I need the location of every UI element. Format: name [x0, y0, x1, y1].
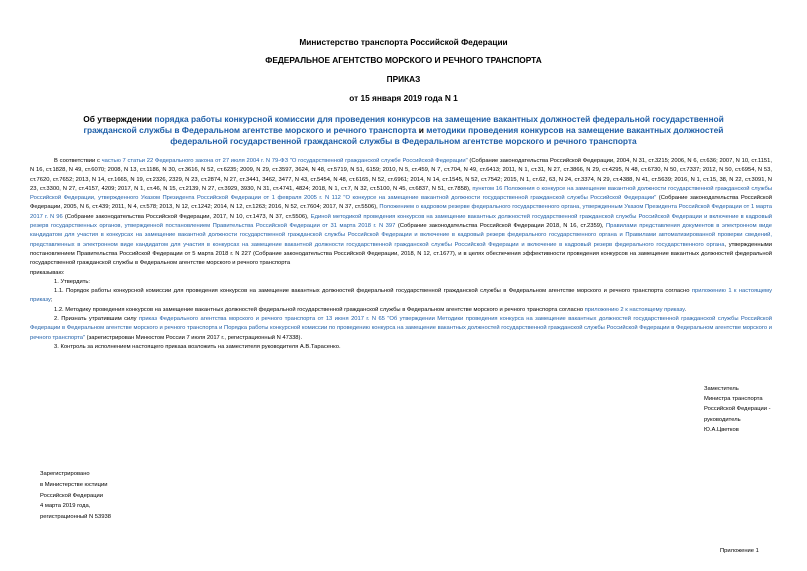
link-rules-documents[interactable]: Правилами представления документов в электронном виде кандидатом для участия в конкурсах на замещение вакантной должности государственной гражданской службы Российской Федерации и включение в кадровый резерв федерального государственного органа и Правилами автоматизированной проверки сведений, представленных в электронном виде кандидатом для участия в конкурсах на замещение вакантной должности государственной гражданской службы Российской Федерации и включение в кадровый резерв федерального государственного органа — [30, 223, 772, 248]
preamble-text: (Собрание законодательства Российской Федерации, 2005, N 6, ст.439; 2011, N 4, ст.578; 2013, N 12, ст.1242; 2014, N 12, ст.1263; 2016, N 52, ст.7604; 2017, N 37, ст.5506), — [30, 195, 772, 211]
signature-line: Заместитель — [704, 386, 739, 392]
registration-line: Российской Федерации — [40, 492, 104, 499]
ministry-name: Министерство транспорта Российской Федерации — [299, 37, 508, 47]
signature-line: Министра транспорта — [704, 396, 763, 403]
item-text: (зарегистрирован Минюстом России 7 июля 2017 г., регистрационный N 47338). — [85, 334, 303, 341]
item-text: 1.2. Методику проведения конкурсов на замещение вакантных должностей федеральной государственной гражданской службы в Федеральном агентстве морского и речного транспорта согласно — [54, 306, 585, 313]
preamble-text: (Собрание законодательства Российской Федерации, 2018, N 12, ст.1677), и в целях обеспечения эффективности проведения конкурсов на замещение вакантных должностей федеральной государственной гражданской службы в Федеральном агентстве морского и речного транспорта — [30, 250, 772, 267]
title-prefix: Об утверждении — [83, 114, 155, 124]
registration-date: 4 марта 2019 года, — [40, 503, 91, 510]
item-3: 3. Контроль за исполнением настоящего приказа возложить на заместителя руководителя А.В.Тарасенко. — [54, 343, 341, 350]
link-regulation-reserve[interactable]: Положением о кадровом резерве федерального государственного органа, утвержденным Указом Президента Российской Федерации от 1 марта 2017 г. N 96 — [30, 204, 772, 220]
item-text: ; — [50, 297, 53, 304]
agency-name: ФЕДЕРАЛЬНОЕ АГЕНТСТВО МОРСКОГО И РЕЧНОГО ТРАНСПОРТА — [265, 55, 542, 65]
signature-line: руководитель — [704, 416, 741, 423]
title-link-methodology[interactable]: методики проведения конкурсов на замещение вакантных должностей федеральной государственной гражданской службы в Федеральном агентстве морского и речного транспорта — [170, 125, 724, 147]
registration-block — [40, 469, 200, 523]
signature-line: Российской Федерации - — [704, 406, 771, 413]
link-regulation-competition[interactable]: пунктом 16 Положения о конкурсе на замещение вакантной должности государственной гражданской службы Российской Федерации, утвержденного Указом Президента Российской Федерации от 1 февраля 2005 г. N 112 "О конкурсе на замещение вакантной должности государственной гражданской службы Российской Федерации" — [30, 185, 772, 202]
link-appendix-2[interactable]: приложению 2 к настоящему приказу — [584, 306, 685, 313]
item-text: . — [684, 306, 687, 313]
preamble-text: (Собрание законодательства Российской Федерации 2018, N 16, ст.2359), — [395, 223, 606, 230]
registration-line: в Министерстве юстиции — [40, 481, 108, 488]
item-1-2 — [30, 306, 772, 315]
preamble-text: (Собрание законодательства Российской Федерации, 2004, N 31, ст.3215; 2006, N 6, ст.636; 2007, N 10, ст.1151, N 16, ст.1828, N 49, ст.6070; 2008, N 13, ст.1186, N 30, ст.3616, N 52, ст.6235; 2009, N 29, ст.3597, 3624, N 48, ст.5719, N 51, 6159; 2010, N 5, ст.459, N 7, ст.704, N 49, ст.6413; 2011, N 1, ст.31, N 27, ст.3866, N 29, ст.4295, N 48, ст.6730, N 50, ст.7337; 2012, N 50, ст.6954, N 53, ст.7620, ст.7652; 2013, N 14, ст.1665, N 19, ст.2326, 2329, N 23, ст.2874, N 27, ст.3441, 3462, 3477, N 43, ст.5454, N 48, ст.6165, N 52, ст.6961; 2014, N 14, ст.1545, N 52, ст.7542; 2015, N 1, ст.62, 63, N 24, ст.3374, N 29, ст.4388, N 41, ст.5639; 2016, N 1, ст.15, 38, N 22, ст.3091, N 23, ст.3300, N 27, ст.4157, 4209; 2017, N 1, ст.46, N 15, ст.2139, N 27, ст.3929, 3930, N 31, ст.4741, 4824; 2018, N 1, ст.7, N 32, ст.5100, N 45, ст.6837, N 51, ст.7858), — [30, 158, 772, 192]
preamble-text: (Собрание законодательства Российской Федерации, 2017, N 10, ст.1473, N 37, ст.5506), — [62, 213, 311, 220]
item-text: 2. Признать утратившим силу — [54, 316, 139, 323]
registration-number: регистрационный N 53938 — [40, 514, 111, 521]
document-body — [30, 157, 772, 352]
link-appendix-1[interactable]: приложению 1 к настоящему приказу — [30, 288, 772, 304]
signature-block — [704, 384, 774, 435]
item-text: 1.1. Порядок работы конкурсной комиссии для проведения конкурсов на замещение вакантных должностей федеральной государственной гражданской службы в Федеральном агентстве морского и речного транспорта согласно — [54, 288, 692, 295]
document-type: ПРИКАЗ — [386, 74, 421, 84]
document-date-number: от 15 января 2019 года N 1 — [349, 93, 458, 103]
item-1: 1. Утвердить: — [54, 278, 91, 285]
appendix-label: Приложение 1 — [720, 548, 759, 554]
order-word: приказываю: — [30, 269, 65, 276]
link-unified-methodology[interactable]: Единой методикой проведения конкурсов на замещение вакантных должностей государственной гражданской службы Российской Федерации и включение в кадровый резерв государственных органов, утвержденной постановлением Правительства Российской Федерации от 31 марта 2018 г. N 397 — [30, 213, 772, 230]
link-repealed-order[interactable]: приказ Федерального агентства морского и речного транспорта от 13 июня 2017 г. N 65 "Об утверждении Методики проведения конкурса на замещение вакантных должностей государственной гражданской службы Российской Федерации в Федеральном агентстве морского и речного транспорта и Порядка работы конкурсной комиссии по проведению конкурса на замещение вакантных должностей государственной гражданской службы Российской Федерации в Федеральном агентстве морского и речного транспорта" — [30, 316, 772, 341]
item-2 — [30, 315, 772, 343]
link-federal-law[interactable]: частью 7 статьи 22 Федерального закона от 27 июля 2004 г. N 79-ФЗ "О государственной гражданской службе Российской Федерации" — [101, 158, 468, 164]
preamble-paragraph — [30, 157, 772, 269]
preamble-text: , утвержденными постановлением Правительства Российской Федерации от 5 марта 2018 г. N 227 — [30, 241, 773, 257]
title-conjunction: и — [416, 125, 427, 136]
item-1-1 — [30, 287, 772, 306]
preamble-text: В соответствии с — [54, 158, 102, 164]
title-link-procedure[interactable]: порядка работы конкурсной комиссии для проведения конкурсов на замещение вакантных должностей федеральной государственной гражданской службы в Федеральном агентстве морского и речного транспорта — [83, 114, 724, 136]
document-title — [58, 114, 749, 148]
registration-line: Зарегистрировано — [40, 471, 90, 477]
signature-name: Ю.А.Цветков — [704, 426, 739, 433]
